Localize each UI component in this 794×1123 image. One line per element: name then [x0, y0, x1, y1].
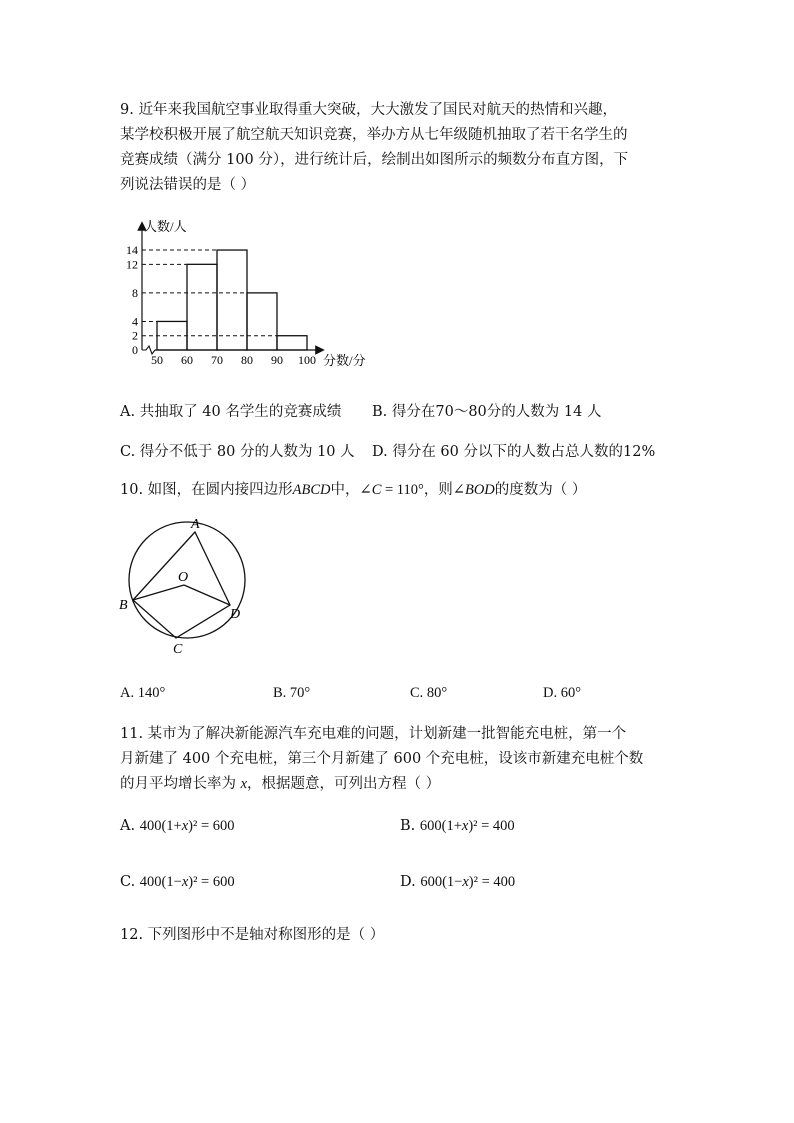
- q10-option-c[interactable]: C. 80°: [410, 685, 448, 701]
- q10-option-b[interactable]: B. 70°: [273, 685, 311, 701]
- q11-a-lhs: 400(1+: [139, 818, 182, 834]
- q10-angle-eq: = 110°: [381, 482, 424, 498]
- label-d: D: [230, 607, 241, 622]
- q11-a-rhs: )² = 600: [188, 818, 235, 834]
- label-o: O: [178, 570, 189, 585]
- x-axis-title: 分数/分: [323, 353, 366, 368]
- q11-line-3: [120, 772, 440, 793]
- y-tick-label-2: 2: [132, 328, 138, 343]
- histogram-bar-60-70: [187, 264, 217, 350]
- q11-d-label: D.: [400, 874, 416, 890]
- q9-line-3: 竞赛成绩（满分 100 分），进行统计后，绘制出如图所示的频数分布直方图，下: [120, 152, 629, 168]
- y-tick-label-14: 14: [126, 243, 138, 258]
- q11-line-3-suffix: ，根据题意，可列出方程（ ）: [247, 776, 441, 792]
- q11-b-var: x: [461, 818, 469, 834]
- q9-option-b[interactable]: B. 得分在70～80分的人数为 14 人: [372, 404, 602, 420]
- x-tick-label-60: 60: [181, 353, 193, 367]
- label-c: C: [173, 642, 183, 657]
- q11-line-1: 11. 某市为了解决新能源汽车充电难的问题，计划新建一批智能充电桩，第一个: [120, 726, 627, 742]
- y-tick-label-4: 4: [132, 314, 138, 329]
- q11-a-label: A.: [120, 818, 136, 834]
- q11-b-rhs: )² = 400: [468, 818, 515, 834]
- q10-option-a[interactable]: A. 140°: [120, 685, 166, 701]
- circle-quadrilateral-figure: [0, 510, 794, 660]
- q10-stem-mid: 中，∠: [330, 482, 372, 498]
- y-tick-label-0: 0: [132, 343, 138, 357]
- q10-angle2: BOD: [464, 482, 495, 498]
- q10-stem-mid2: ，则∠: [423, 482, 465, 498]
- q10-angle-var: C: [371, 482, 382, 498]
- q11-c-rhs: )² = 600: [188, 874, 235, 890]
- q10-quad: ABCD: [292, 482, 331, 498]
- q11-option-b[interactable]: [400, 818, 515, 835]
- q10-stem-prefix: 10. 如图，在圆内接四边形: [120, 482, 293, 498]
- histogram-chart: [0, 212, 794, 372]
- histogram-bar-90-100: [277, 336, 307, 350]
- y-tick-label-12: 12: [126, 257, 138, 272]
- label-b: B: [119, 598, 128, 613]
- segment-od: [184, 585, 230, 605]
- q11-option-d[interactable]: [400, 874, 515, 891]
- q11-c-var: x: [181, 874, 189, 890]
- q9-line-4: 列说法错误的是（ ）: [120, 177, 256, 193]
- q11-option-c[interactable]: [120, 874, 235, 891]
- histogram-bar-70-80: [217, 250, 247, 350]
- q11-line-3-prefix: 的月平均增长率为: [120, 776, 241, 792]
- q9-option-a[interactable]: A. 共抽取了 40 名学生的竞赛成绩: [120, 404, 342, 420]
- q12-stem: 12. 下列图形中不是轴对称图形的是（ ）: [120, 927, 385, 943]
- q9-line-2: 某学校积极开展了航空航天知识竞赛，举办方从七年级随机抽取了若干名学生的: [120, 127, 628, 143]
- q11-line-2: 月新建了 400 个充电桩，第三个月新建了 600 个充电桩，设该市新建充电桩个数: [120, 751, 644, 767]
- q10-stem-suffix: 的度数为（ ）: [494, 482, 587, 498]
- q11-d-lhs: 600(1−: [420, 874, 463, 890]
- histogram-bar-80-90: [247, 293, 277, 350]
- q11-d-rhs: )² = 400: [468, 874, 516, 890]
- q9-option-c[interactable]: C. 得分不低于 80 分的人数为 10 人: [120, 444, 355, 460]
- q11-a-var: x: [181, 818, 189, 834]
- x-tick-label-80: 80: [241, 353, 253, 367]
- q9-option-d[interactable]: D. 得分在 60 分以下的人数占总人数的12%: [372, 444, 656, 460]
- x-tick-label-70: 70: [211, 353, 223, 367]
- q11-d-var: x: [462, 874, 469, 890]
- x-tick-label-50: 50: [151, 353, 163, 367]
- q11-var-x: x: [240, 776, 248, 792]
- q11-option-a[interactable]: [120, 818, 235, 835]
- q10-option-d[interactable]: D. 60°: [543, 685, 582, 701]
- y-axis-title: 人数/人: [144, 219, 187, 234]
- q11-b-label: B.: [400, 818, 416, 834]
- y-tick-label-8: 8: [132, 285, 138, 300]
- q10-stem: [120, 478, 586, 499]
- q9-line-1: 9. 近年来我国航空事业取得重大突破，大大激发了国民对航天的热情和兴趣，: [120, 102, 617, 118]
- label-a: A: [191, 517, 200, 532]
- x-tick-label-100: 100: [298, 353, 316, 367]
- q11-c-lhs: 400(1−: [139, 874, 182, 890]
- q11-b-lhs: 600(1+: [419, 818, 462, 834]
- q11-c-label: C.: [120, 874, 136, 890]
- x-tick-label-90: 90: [271, 353, 283, 367]
